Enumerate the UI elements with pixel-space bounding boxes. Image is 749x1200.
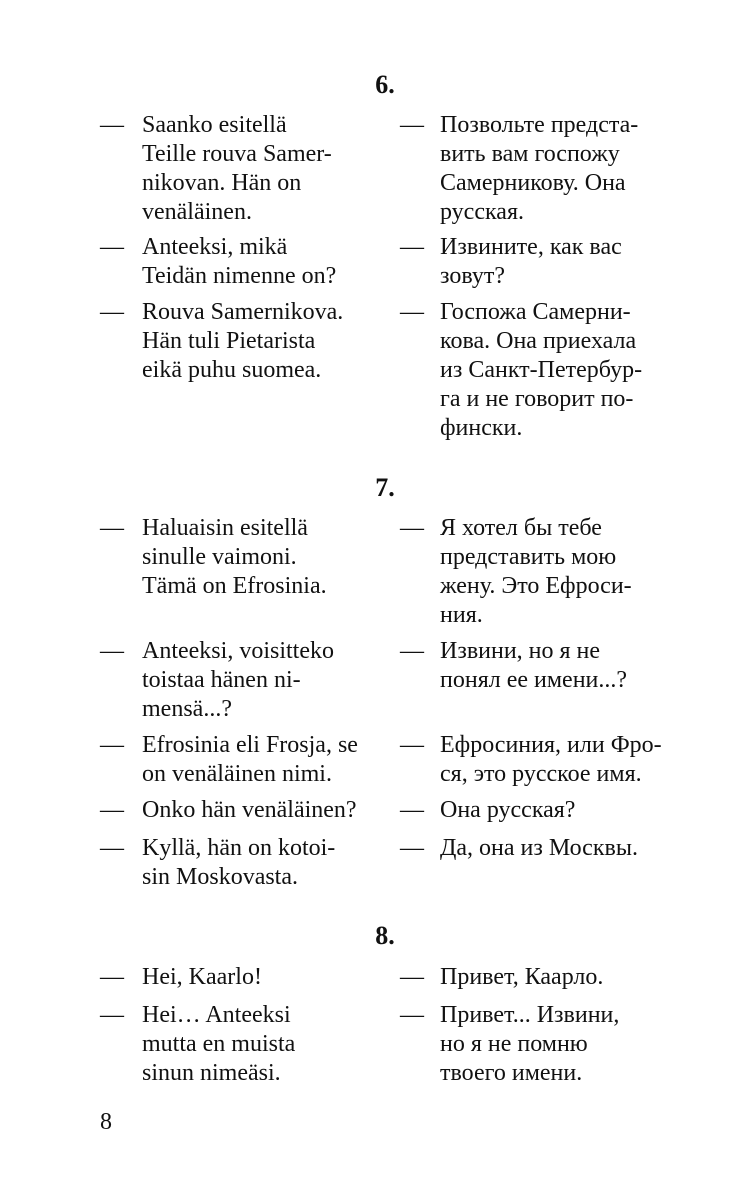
dash: — [100,964,124,990]
dash: — [400,515,424,541]
dash: — [100,797,124,823]
finnish-text: Rouva Samernikova. Hän tuli Pietarista eikä puhu suomea. [142,299,344,383]
finnish-text: Anteeksi, voisitteko toistaa hänen ni- mensä...? [142,638,334,722]
finnish-text: Hei, Kaarlo! [142,964,262,990]
section-number-7: 7. [375,473,395,502]
dash: — [400,797,424,823]
finnish-text: Onko hän venäläinen? [142,797,357,823]
finnish-text: Anteeksi, mikä Teidän nimenne on? [142,234,337,289]
russian-text: Привет... Извини, но я не помню твоего имени. [440,1002,620,1086]
section-number-8: 8. [375,921,395,950]
finnish-text: Haluaisin esitellä sinulle vaimoni. Tämä on Efrosinia. [142,515,327,599]
dash: — [100,835,124,861]
dash: — [400,1002,424,1028]
russian-text: Ефросиния, или Фро- ся, это русское имя. [440,732,662,787]
dash: — [400,964,424,990]
page-number: 8 [100,1109,112,1135]
dash: — [100,1002,124,1028]
russian-text: Госпожа Самерни- кова. Она приехала из Санкт-Петербур- га и не говорит по- фински. [440,299,643,441]
russian-text: Привет, Каарло. [440,964,604,990]
dash: — [100,515,124,541]
dash: — [100,638,124,664]
russian-text: Извини, но я не понял ее имени...? [440,638,628,693]
finnish-text: Hei… Anteeksi mutta en muista sinun nimeäsi. [142,1002,296,1086]
dash: — [400,835,424,861]
dash: — [400,638,424,664]
dash: — [400,732,424,758]
finnish-text: Saanko esitellä Teille rouva Samer- nikovan. Hän on venäläinen. [142,112,332,225]
dash: — [400,299,424,325]
russian-text: Она русская? [440,797,576,823]
finnish-text: Efrosinia eli Frosja, se on venäläinen nimi. [142,732,358,787]
russian-text: Извините, как вас зовут? [440,234,622,289]
russian-text: Да, она из Москвы. [440,835,638,861]
dash: — [100,112,124,138]
dash: — [400,112,424,138]
dash: — [100,299,124,325]
dash: — [400,234,424,260]
dash: — [100,234,124,260]
russian-text: Позвольте предста- вить вам госпожу Самерникову. Она русская. [440,112,639,225]
russian-text: Я хотел бы тебе представить мою жену. Это Ефроси- ния. [440,515,632,628]
section-number-6: 6. [375,70,395,99]
finnish-text: Kyllä, hän on kotoi- sin Moskovasta. [142,835,336,890]
dash: — [100,732,124,758]
